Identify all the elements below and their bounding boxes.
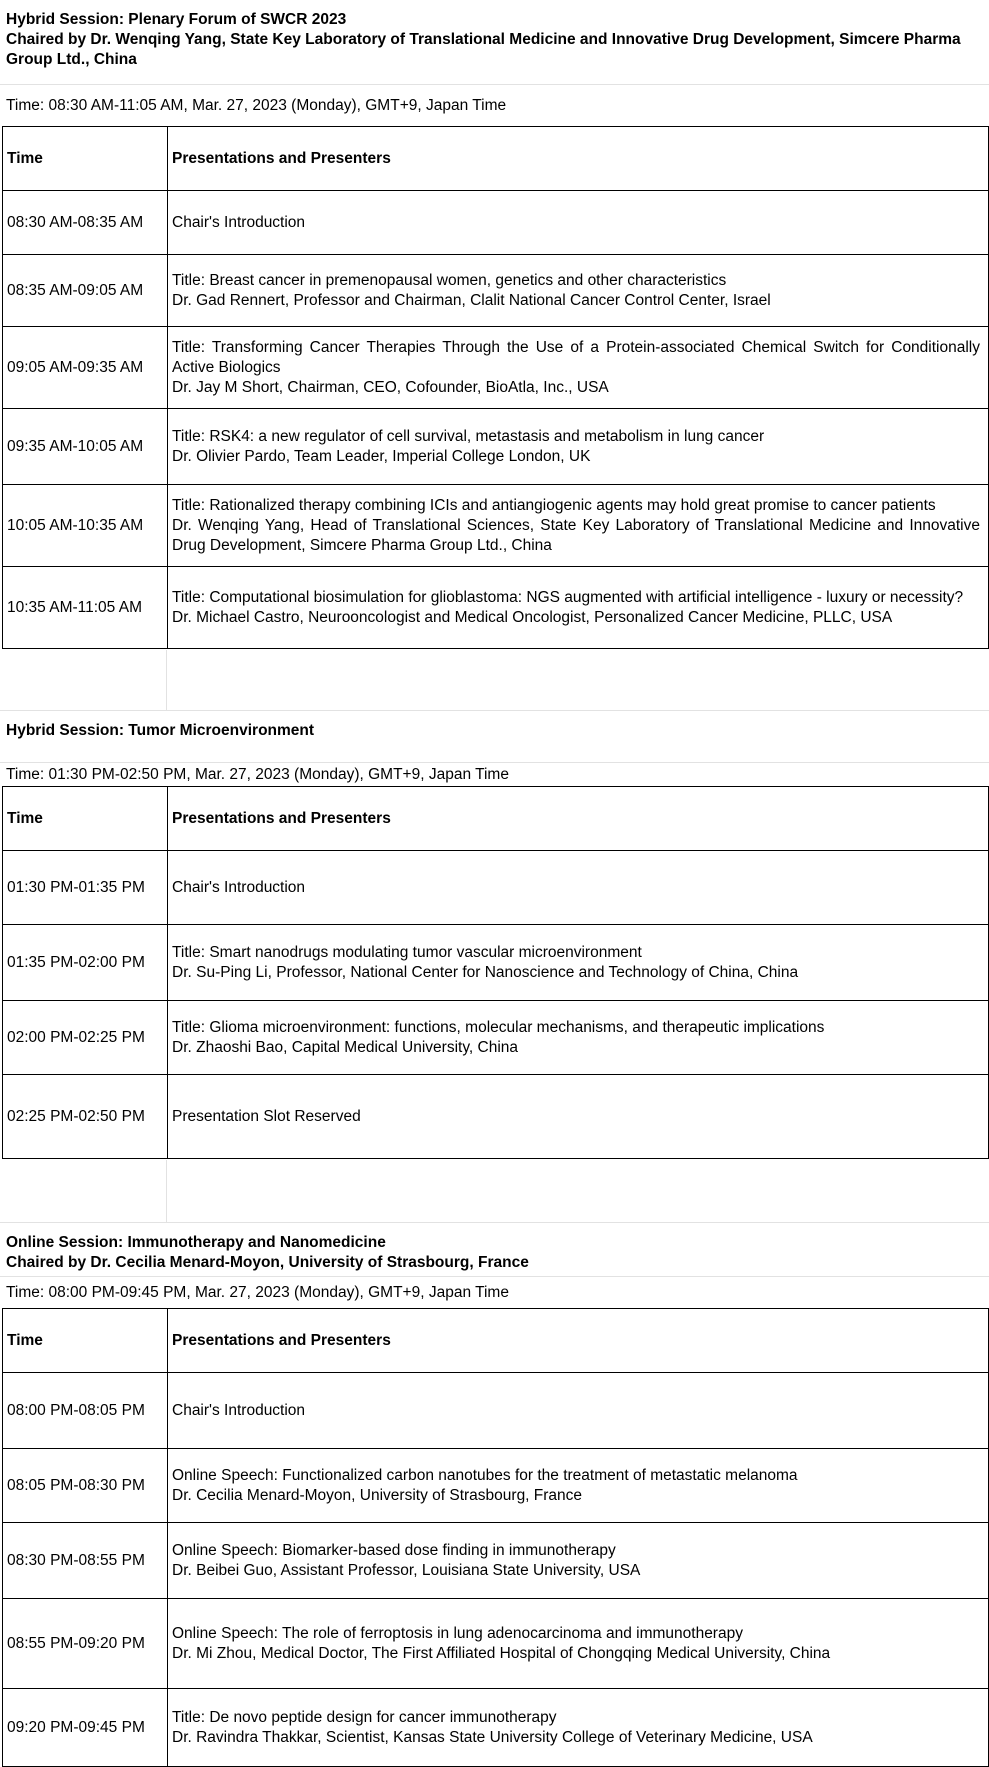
slot-details <box>168 327 989 409</box>
spacer-row <box>0 1160 989 1222</box>
slot-details <box>168 925 989 1001</box>
session-time-text: Time: 08:30 AM-11:05 AM, Mar. 27, 2023 (Monday), GMT+9, Japan Time <box>6 96 507 114</box>
slot-title: Title: Transforming Cancer Therapies Through the Use of a Protein-associated Chemical Switch for Conditionally Active Biologics <box>172 338 980 376</box>
slot-title: Chair's Introduction <box>172 1401 306 1419</box>
table-row <box>3 1373 989 1449</box>
schedule-table <box>2 786 989 1159</box>
table-row <box>3 925 989 1001</box>
slot-details <box>168 567 989 649</box>
table-row <box>3 409 989 485</box>
slot-presenter: Dr. Su-Ping Li, Professor, National Center for Nanoscience and Technology of China, China <box>172 963 799 981</box>
column-header-time: Time <box>3 127 168 191</box>
table-row <box>3 1449 989 1523</box>
table-row <box>3 567 989 649</box>
session-title: Online Session: Immunotherapy and Nanomedicine <box>6 1234 386 1251</box>
slot-time: 09:20 PM-09:45 PM <box>3 1689 168 1767</box>
session-chair: Chaired by Dr. Wenqing Yang, State Key Laboratory of Translational Medicine and Innovative Drug Development, Simcere Pharma Group Ltd., China <box>6 31 961 68</box>
table-row <box>3 1689 989 1767</box>
slot-time: 10:35 AM-11:05 AM <box>3 567 168 649</box>
table-row <box>3 1001 989 1075</box>
slot-title: Title: Smart nanodrugs modulating tumor vascular microenvironment <box>172 943 642 961</box>
slot-title: Title: Rationalized therapy combining ICIs and antiangiogenic agents may hold great promise to cancer patients <box>172 496 936 514</box>
column-header-presentations: Presentations and Presenters <box>168 787 989 851</box>
table-row <box>3 1075 989 1159</box>
column-header-time: Time <box>3 787 168 851</box>
table-row <box>3 1599 989 1689</box>
slot-presenter: Dr. Wenqing Yang, Head of Translational Sciences, State Key Laboratory of Translational Medicine and Innovative Drug Development, Simcere Pharma Group Ltd., China <box>172 516 980 554</box>
table-header-row <box>3 787 989 851</box>
slot-title: Title: Computational biosimulation for glioblastoma: NGS augmented with artificial intelligence - luxury or necessity? <box>172 588 964 606</box>
slot-title: Title: Glioma microenvironment: functions, molecular mechanisms, and therapeutic implications <box>172 1018 825 1036</box>
slot-details <box>168 1449 989 1523</box>
slot-time: 08:05 PM-08:30 PM <box>3 1449 168 1523</box>
slot-details <box>168 1001 989 1075</box>
slot-presenter: Dr. Cecilia Menard-Moyon, University of Strasbourg, France <box>172 1486 583 1504</box>
slot-details <box>168 1075 989 1159</box>
table-header-row <box>3 127 989 191</box>
slot-time: 08:55 PM-09:20 PM <box>3 1599 168 1689</box>
slot-time: 09:35 AM-10:05 AM <box>3 409 168 485</box>
table-row <box>3 851 989 925</box>
slot-title: Online Speech: The role of ferroptosis in lung adenocarcinoma and immunotherapy <box>172 1624 743 1642</box>
slot-details <box>168 191 989 255</box>
slot-time: 10:05 AM-10:35 AM <box>3 485 168 567</box>
slot-time: 09:05 AM-09:35 AM <box>3 327 168 409</box>
slot-title: Online Speech: Functionalized carbon nanotubes for the treatment of metastatic melanoma <box>172 1466 798 1484</box>
session-title: Hybrid Session: Tumor Microenvironment <box>6 722 315 739</box>
slot-time: 08:00 PM-08:05 PM <box>3 1373 168 1449</box>
slot-title: Title: RSK4: a new regulator of cell survival, metastasis and metabolism in lung cancer <box>172 427 765 445</box>
slot-details <box>168 1599 989 1689</box>
slot-time: 02:25 PM-02:50 PM <box>3 1075 168 1159</box>
slot-presenter: Dr. Mi Zhou, Medical Doctor, The First Affiliated Hospital of Chongqing Medical University, China <box>172 1644 831 1662</box>
slot-details <box>168 1523 989 1599</box>
slot-presenter: Dr. Zhaoshi Bao, Capital Medical University, China <box>172 1038 519 1056</box>
column-header-time: Time <box>3 1309 168 1373</box>
column-header-presentations: Presentations and Presenters <box>168 1309 989 1373</box>
slot-title: Chair's Introduction <box>172 878 306 896</box>
slot-details <box>168 485 989 567</box>
slot-time: 01:35 PM-02:00 PM <box>3 925 168 1001</box>
slot-details <box>168 1373 989 1449</box>
table-row <box>3 327 989 409</box>
session-chair: Chaired by Dr. Cecilia Menard-Moyon, University of Strasbourg, France <box>6 1254 529 1271</box>
slot-details <box>168 409 989 485</box>
slot-time: 08:30 AM-08:35 AM <box>3 191 168 255</box>
slot-title: Chair's Introduction <box>172 213 306 231</box>
session-time-text: Time: 01:30 PM-02:50 PM, Mar. 27, 2023 (Monday), GMT+9, Japan Time <box>6 765 509 783</box>
slot-title: Title: De novo peptide design for cancer immunotherapy <box>172 1708 557 1726</box>
slot-details <box>168 851 989 925</box>
table-row <box>3 255 989 327</box>
slot-presenter: Dr. Gad Rennert, Professor and Chairman, Clalit National Cancer Control Center, Israel <box>172 291 771 309</box>
slot-time: 01:30 PM-01:35 PM <box>3 851 168 925</box>
slot-time: 08:35 AM-09:05 AM <box>3 255 168 327</box>
session-header <box>0 710 989 762</box>
slot-presenter: Dr. Beibei Guo, Assistant Professor, Louisiana State University, USA <box>172 1561 641 1579</box>
session-title: Hybrid Session: Plenary Forum of SWCR 2023 <box>6 11 347 28</box>
slot-title: Online Speech: Biomarker-based dose finding in immunotherapy <box>172 1541 616 1559</box>
slot-presenter: Dr. Ravindra Thakkar, Scientist, Kansas State University College of Veterinary Medicine, USA <box>172 1728 813 1746</box>
session-time-text: Time: 08:00 PM-09:45 PM, Mar. 27, 2023 (Monday), GMT+9, Japan Time <box>6 1283 509 1301</box>
column-header-presentations: Presentations and Presenters <box>168 127 989 191</box>
slot-title: Presentation Slot Reserved <box>172 1107 361 1125</box>
session-time <box>0 84 989 126</box>
session-header <box>0 0 989 84</box>
slot-title: Title: Breast cancer in premenopausal women, genetics and other characteristics <box>172 271 727 289</box>
slot-details <box>168 255 989 327</box>
session-time <box>0 1276 989 1308</box>
slot-time: 08:30 PM-08:55 PM <box>3 1523 168 1599</box>
slot-presenter: Dr. Michael Castro, Neurooncologist and Medical Oncologist, Personalized Cancer Medicine, PLLC, USA <box>172 608 893 626</box>
table-row <box>3 1523 989 1599</box>
slot-presenter: Dr. Jay M Short, Chairman, CEO, Cofounder, BioAtla, Inc., USA <box>172 378 609 396</box>
slot-presenter: Dr. Olivier Pardo, Team Leader, Imperial College London, UK <box>172 447 591 465</box>
table-row <box>3 485 989 567</box>
table-header-row <box>3 1309 989 1373</box>
spacer-row <box>0 650 989 710</box>
table-row <box>3 191 989 255</box>
schedule-table <box>2 126 989 649</box>
slot-details <box>168 1689 989 1767</box>
slot-time: 02:00 PM-02:25 PM <box>3 1001 168 1075</box>
session-time <box>0 762 989 786</box>
session-header <box>0 1222 989 1276</box>
schedule-table <box>2 1308 989 1767</box>
